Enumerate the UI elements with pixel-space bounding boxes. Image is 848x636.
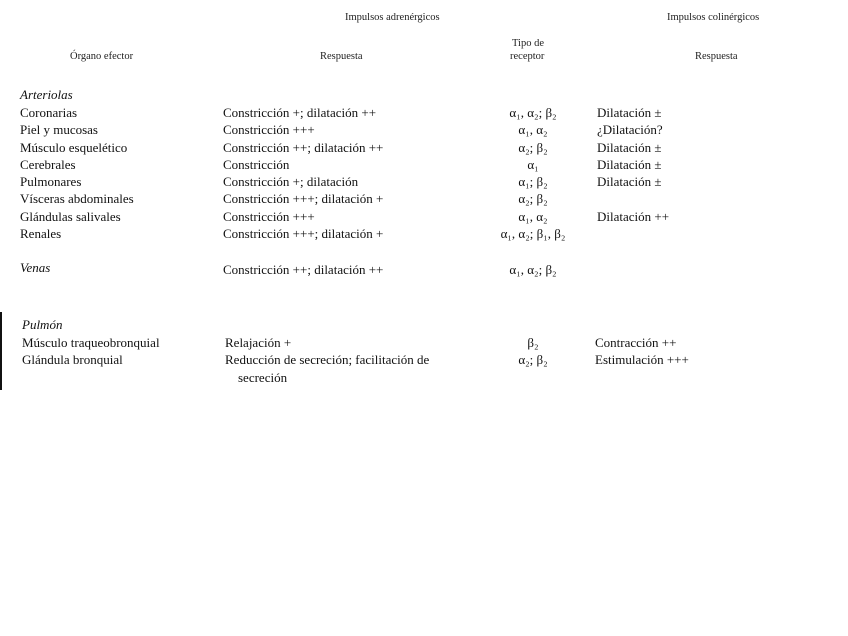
- adrenergic-response-cell: Constricción +; dilatación: [223, 174, 359, 190]
- table-row: [0, 190, 848, 207]
- adrenergic-response-cell: Constricción +++: [223, 208, 315, 224]
- adrenergic-response-cell: Constricción +++: [223, 122, 315, 138]
- organ-cell: Glándulas salivales: [20, 208, 121, 224]
- organ-cell: Pulmonares: [20, 174, 82, 190]
- adrenergic-response-cell: Reducción de secreción; facilitación de: [225, 352, 430, 367]
- receptor-cell: α₁, α₂; β₂: [509, 262, 557, 277]
- organ-cell: Renales: [20, 226, 62, 242]
- table-row: [0, 121, 848, 138]
- table-row: [0, 173, 848, 190]
- table-row: [0, 104, 848, 121]
- adrenergic-response-cell: Constricción ++; dilatación ++: [223, 262, 384, 277]
- receptor-cell: α₁: [527, 156, 539, 172]
- receptor-cell: β₂: [527, 335, 539, 350]
- receptor-cell: α₁, α₂; β₂: [509, 105, 557, 120]
- organ-column-header: Órgano efector: [70, 51, 134, 62]
- receptor-cell: α₁, α₂: [518, 122, 548, 138]
- adrenergic-response-cell: Relajación +: [225, 335, 292, 350]
- arteriolas-rows: [0, 104, 848, 242]
- cholinergic-response-cell: Dilatación ±: [597, 174, 662, 190]
- adrenergic-response-cell: Constricción +++; dilatación +: [223, 226, 384, 242]
- organ-cell: Coronarias: [20, 105, 78, 120]
- organ-cell: Glándula bronquial: [22, 352, 123, 367]
- left-margin-bar: [0, 312, 2, 390]
- section-title-venas: Venas: [20, 260, 51, 275]
- cholinergic-response-cell: Contracción ++: [595, 335, 677, 350]
- adrenergic-response-cell: Constricción: [223, 156, 290, 172]
- adrenergic-response-cell: Constricción +++; dilatación +: [223, 191, 384, 207]
- receptor-cell: α₁; β₂: [518, 174, 548, 190]
- organ-cell: Piel y mucosas: [20, 122, 98, 138]
- cholinergic-response-header: Respuesta: [695, 51, 738, 62]
- receptor-cell: α₁, α₂: [518, 208, 548, 224]
- receptor-header-line2: receptor: [510, 51, 545, 62]
- receptor-header-line1: Tipo de: [512, 38, 544, 49]
- cholinergic-response-cell: Dilatación ++: [597, 208, 670, 224]
- cholinergic-response-cell: Estimulación +++: [595, 352, 689, 367]
- section-title-pulmon: Pulmón: [22, 317, 63, 332]
- cholinergic-response-cell: ¿Dilatación?: [597, 122, 663, 138]
- organ-cell: Músculo esquelético: [20, 139, 128, 155]
- adrenergic-response-cell: Constricción ++; dilatación ++: [223, 139, 384, 155]
- organ-cell: Músculo traqueobronquial: [22, 335, 160, 350]
- receptor-cell: α₂; β₂: [518, 191, 548, 207]
- receptor-cell: α₂; β₂: [518, 352, 548, 367]
- receptor-cell: α₂; β₂: [518, 139, 548, 155]
- adrenergic-response-cell-continuation: secreción: [238, 370, 288, 385]
- table-row: [0, 225, 848, 242]
- adrenergic-response-cell: Constricción +; dilatación ++: [223, 105, 377, 120]
- section-title-arteriolas: Arteriolas: [20, 87, 73, 102]
- cholinergic-response-cell: Dilatación ±: [597, 139, 662, 155]
- cholinergic-response-cell: Dilatación ±: [597, 156, 662, 172]
- organ-cell: Vísceras abdominales: [20, 191, 134, 207]
- table-row: [0, 156, 848, 173]
- organ-cell: Cerebrales: [20, 156, 76, 172]
- receptor-cell: α₁, α₂; β₁, β₂: [500, 226, 566, 242]
- cholinergic-response-cell: Dilatación ±: [597, 105, 662, 120]
- adrenergic-response-header: Respuesta: [320, 51, 363, 62]
- table-row: [0, 208, 848, 225]
- cholinergic-header: Impulsos colinérgicos: [667, 12, 760, 23]
- adrenergic-header: Impulsos adrenérgicos: [345, 12, 440, 23]
- table-row: [0, 139, 848, 156]
